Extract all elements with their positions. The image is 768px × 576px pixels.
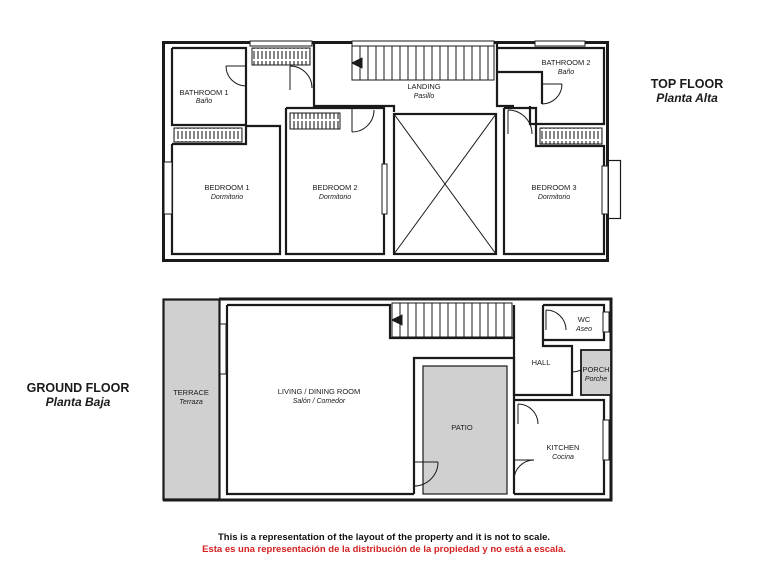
top-floor: [164, 41, 621, 261]
living-window: [220, 324, 226, 374]
top-floor-title-es: Planta Alta: [656, 91, 718, 105]
bedroom2-fixture: [290, 113, 340, 129]
terrace-label: TERRACE: [173, 388, 209, 397]
landing-label: LANDING: [407, 82, 441, 91]
ground-floor: [163, 299, 611, 500]
bedroom3-window: [602, 166, 608, 214]
living-label-es: Salón / Comedor: [292, 398, 346, 405]
living-label: LIVING / DINING ROOM: [277, 387, 361, 396]
kitchen-window: [603, 420, 609, 460]
landing-wall: [314, 42, 394, 112]
bedroom3-label: BEDROOM 3: [531, 183, 577, 192]
bedroom3-label-es: Dormitorio: [537, 194, 571, 201]
bathroom1-door-2: [290, 66, 312, 90]
top-window-upper-right: [535, 41, 585, 46]
bedroom2-label-es: Dormitorio: [318, 194, 352, 201]
wc-wall: [543, 305, 604, 340]
bathroom1-fixture-bottom: [174, 128, 242, 142]
bathroom2-label-es: Baño: [557, 69, 575, 76]
bathroom2-inner-wall: [497, 72, 542, 104]
top-window-upper-left: [250, 41, 312, 46]
porch-label: PORCH: [582, 365, 610, 374]
landing-label-es: Pasillo: [413, 93, 435, 100]
bedroom3-door: [508, 110, 532, 134]
living-wall: [227, 305, 514, 338]
patio-door-right: [514, 460, 534, 480]
top-floor-title: TOP FLOOR: [650, 77, 724, 91]
kitchen-label: KITCHEN: [546, 443, 580, 452]
bedroom1-label-es: Dormitorio: [210, 194, 244, 201]
landing-wall-right: [497, 42, 514, 106]
top-window-stair: [352, 41, 494, 46]
bathroom2-label: BATHROOM 2: [541, 58, 591, 67]
bedroom2-wall: [286, 108, 384, 254]
ground-floor-title: GROUND FLOOR: [26, 381, 130, 395]
kitchen-door: [518, 404, 538, 424]
bathroom1-door: [226, 66, 246, 86]
top-window-right: [608, 161, 621, 219]
bathroom1-label-es: Baño: [195, 98, 213, 105]
wc-label: WC: [577, 315, 591, 324]
patio-label: PATIO: [451, 423, 473, 432]
bedroom2-window: [382, 164, 387, 214]
ground-staircase: [392, 303, 512, 337]
disclaimer-english: This is a representation of the layout of the property and it is not to scale.: [217, 532, 551, 543]
hall-label: HALL: [531, 358, 551, 367]
bedroom2-door: [352, 108, 374, 132]
disclaimer-spanish: Esta es una representación de la distribución de la propiedad y no está a escala.: [202, 544, 566, 555]
bathroom2-fixture: [540, 128, 602, 144]
bathroom2-door: [542, 84, 562, 104]
bedroom1-label: BEDROOM 1: [204, 183, 250, 192]
void-double-height: [394, 114, 496, 254]
ground-floor-title-es: Planta Baja: [45, 395, 111, 409]
bathroom1-label: BATHROOM 1: [179, 88, 229, 97]
hall-wall: [514, 305, 572, 395]
bedroom2-label: BEDROOM 2: [312, 183, 358, 192]
terrace-label-es: Terraza: [179, 399, 203, 406]
bathroom1-fixture-top: [252, 48, 310, 65]
kitchen-label-es: Cocina: [552, 454, 574, 461]
top-staircase: [352, 46, 494, 80]
wc-door: [546, 310, 566, 330]
wc-window: [603, 312, 609, 332]
wc-label-es: Aseo: [576, 326, 592, 333]
bedroom1-window: [164, 162, 172, 214]
porch-label-es: Porche: [584, 376, 608, 383]
bathroom1-wall: [172, 48, 246, 125]
